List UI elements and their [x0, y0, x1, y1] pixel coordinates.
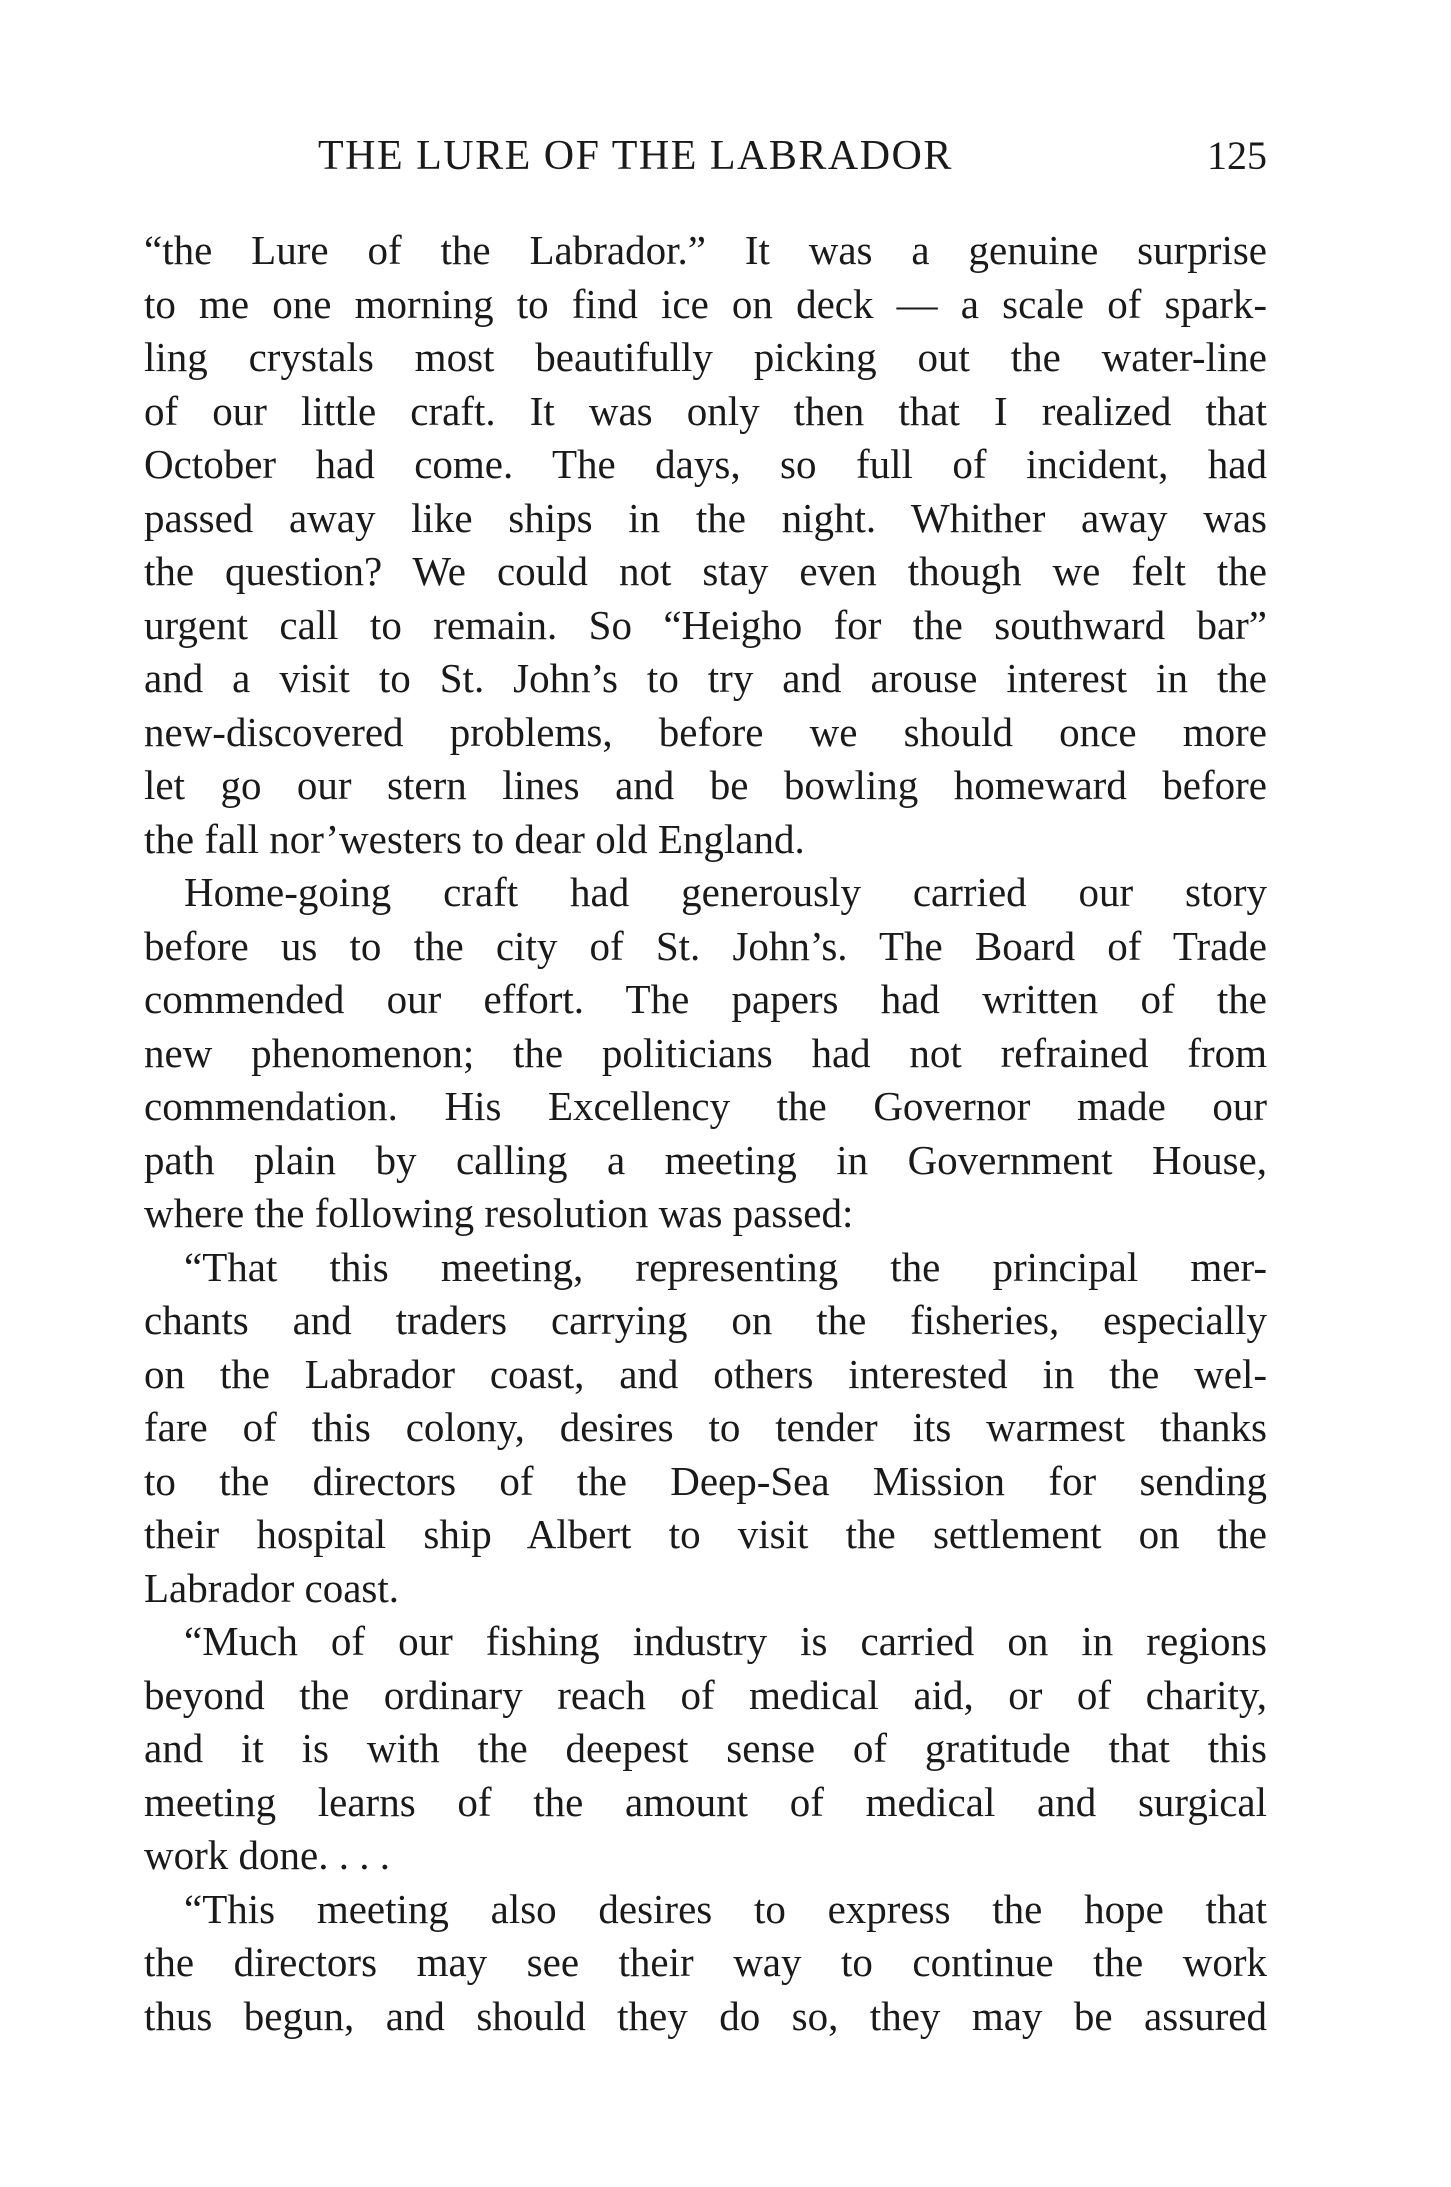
- text-line: passed away like ships in the night. Whither away was: [144, 494, 1267, 541]
- text-line: their hospital ship Albert to visit the settlement on the: [144, 1511, 1267, 1557]
- text-line: chants and traders carrying on the fisheries, especially: [144, 1297, 1267, 1343]
- text-line: before us to the city of St. John’s. The Board of Trade: [144, 922, 1267, 969]
- text-line: commended our effort. The papers had written of the: [144, 976, 1267, 1022]
- text-line: the fall nor’westers to dear old England.: [144, 815, 805, 862]
- text-line: to me one morning to find ice on deck — a scale of spark-: [144, 280, 1267, 327]
- text-line: new-discovered problems, before we should once more: [144, 708, 1267, 755]
- page-header: [144, 132, 1267, 192]
- text-line: commendation. His Excellency the Governor made our: [144, 1083, 1267, 1129]
- text-line: beyond the ordinary reach of medical aid, or of charity,: [144, 1671, 1267, 1718]
- page-number: 125: [1207, 133, 1267, 178]
- text-line: urgent call to remain. So “Heigho for the southward bar”: [144, 601, 1267, 648]
- text-line: fare of this colony, desires to tender its warmest thanks: [144, 1404, 1267, 1450]
- text-line: the question? We could not stay even though we felt the: [144, 548, 1267, 594]
- text-line: thus begun, and should they do so, they may be assured: [144, 1992, 1267, 2039]
- text-line: let go our stern lines and be bowling homeward before: [144, 762, 1267, 808]
- text-line: ling crystals most beautifully picking out the water-line: [144, 334, 1267, 380]
- text-line: path plain by calling a meeting in Government House,: [144, 1136, 1267, 1183]
- running-title: THE LURE OF THE LABRADOR: [318, 133, 953, 179]
- text-line: “This meeting also desires to express the hope that: [184, 1885, 1267, 1932]
- text-line: meeting learns of the amount of medical and surgical: [144, 1778, 1267, 1825]
- text-line: Labrador coast.: [144, 1564, 399, 1611]
- text-line: where the following resolution was passed:: [144, 1190, 854, 1236]
- text-line: to the directors of the Deep-Sea Mission for sending: [144, 1457, 1267, 1504]
- body-text: [144, 224, 1267, 2043]
- text-line: and it is with the deepest sense of gratitude that this: [144, 1725, 1267, 1771]
- text-line: on the Labrador coast, and others interested in the wel-: [144, 1350, 1267, 1397]
- text-line: new phenomenon; the politicians had not refrained from: [144, 1029, 1267, 1076]
- text-line: October had come. The days, so full of incident, had: [144, 441, 1267, 487]
- text-line: the directors may see their way to continue the work: [144, 1939, 1267, 1985]
- text-line: of our little craft. It was only then that I realized that: [144, 387, 1267, 434]
- text-line: “That this meeting, representing the principal mer-: [184, 1243, 1267, 1290]
- text-line: work done. . . .: [144, 1832, 390, 1878]
- text-line: and a visit to St. John’s to try and arouse interest in the: [144, 655, 1267, 701]
- text-line: “Much of our fishing industry is carried on in regions: [184, 1618, 1267, 1664]
- text-line: Home-going craft had generously carried our story: [184, 869, 1267, 915]
- text-line: “the Lure of the Labrador.” It was a genuine surprise: [144, 227, 1267, 273]
